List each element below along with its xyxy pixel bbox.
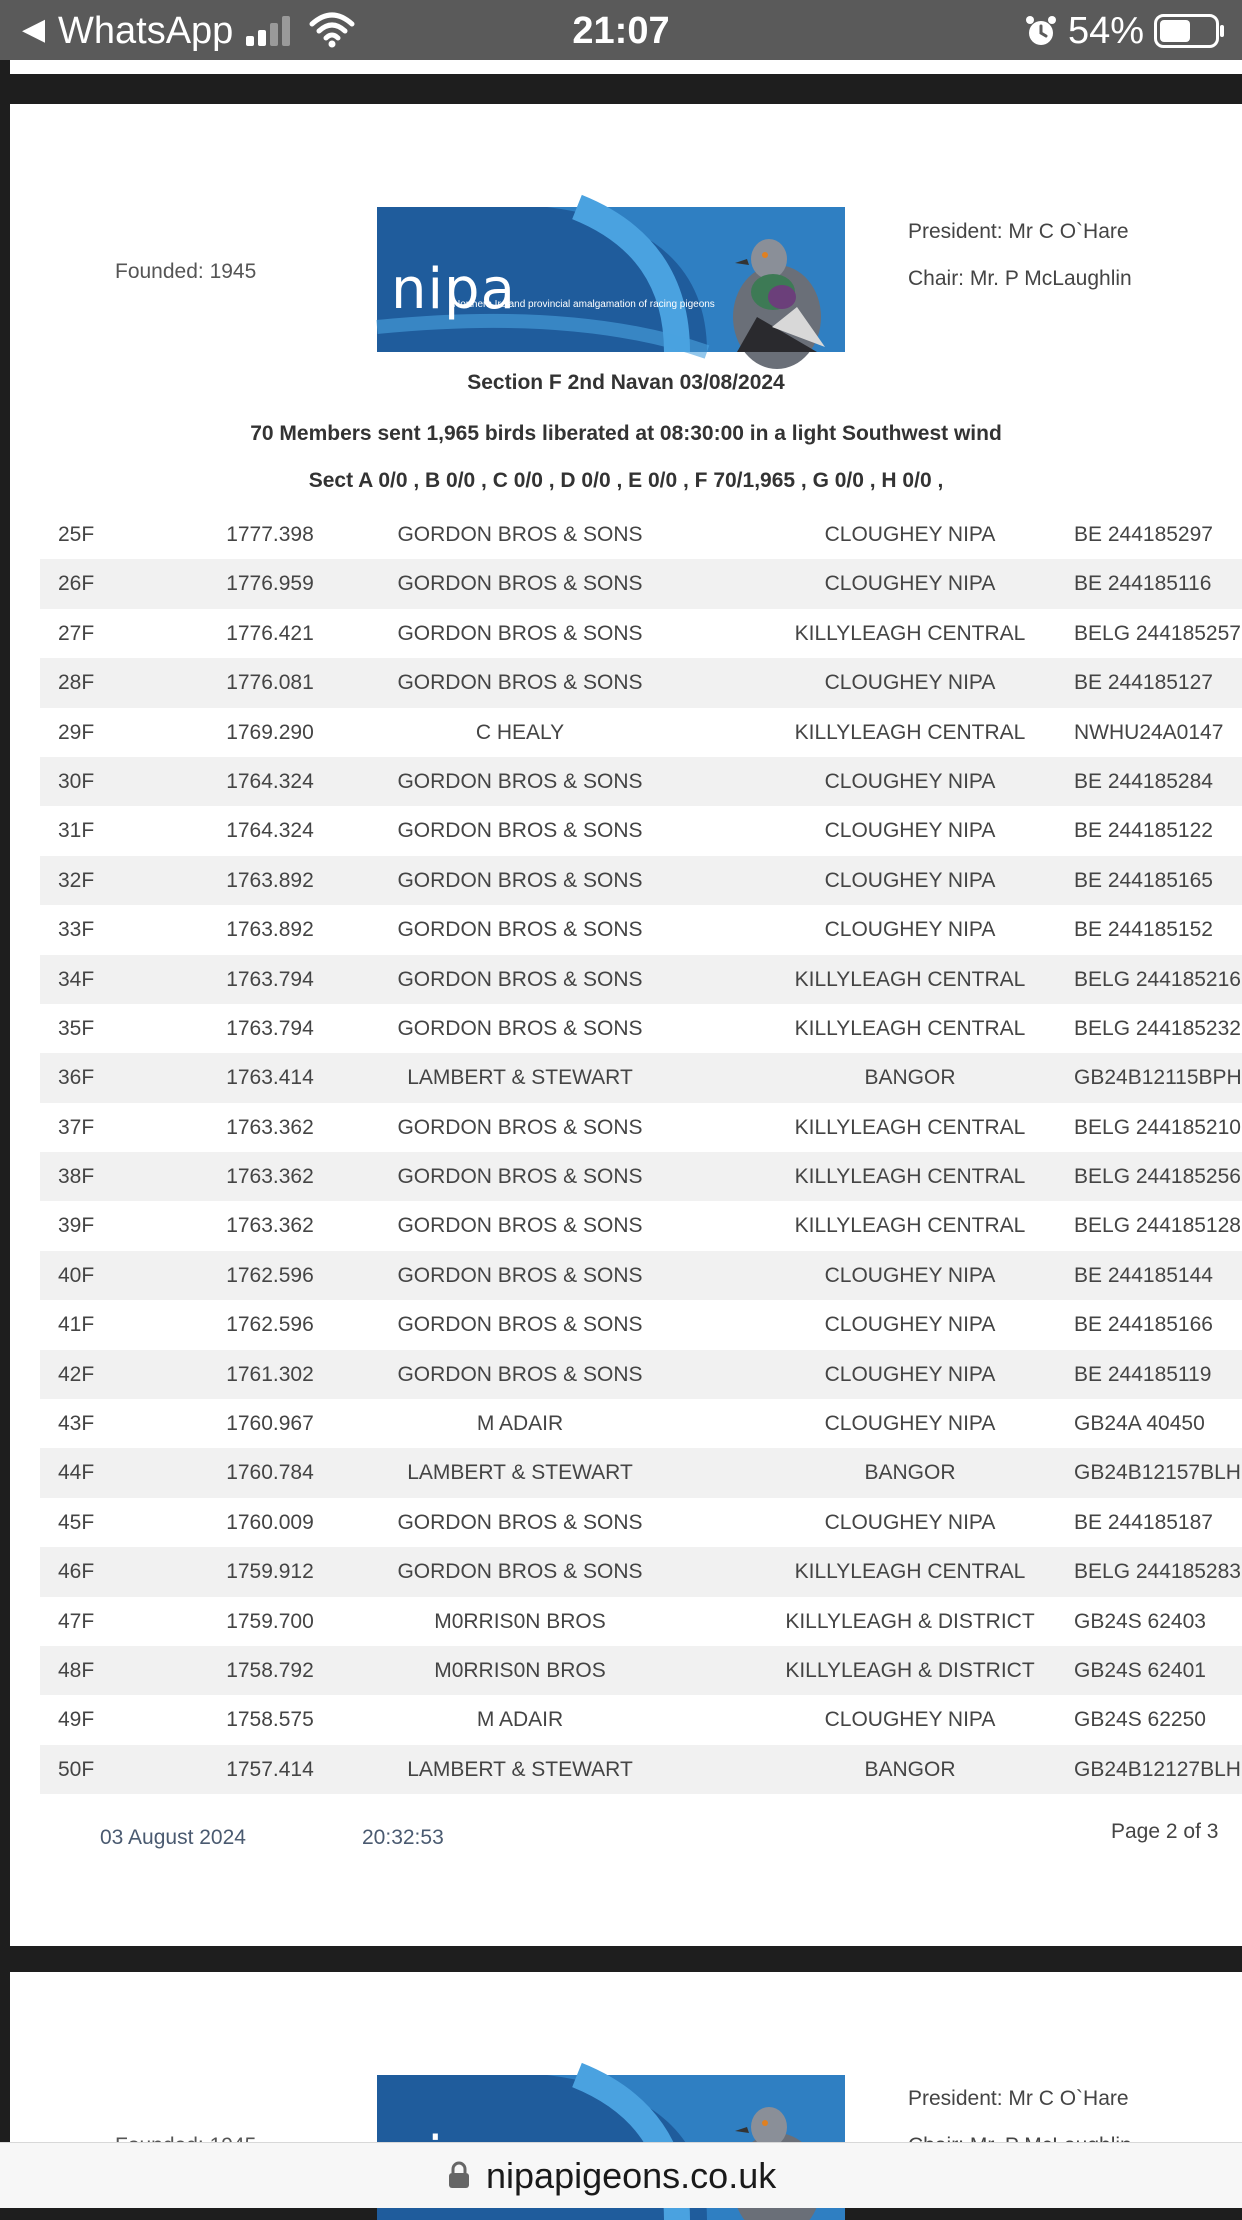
lock-icon	[448, 2161, 470, 2189]
footer-time: 20:32:53	[362, 1826, 444, 1849]
ring-number-cell: BE 244185127	[1074, 671, 1213, 695]
table-row	[40, 1300, 1242, 1349]
table-row	[40, 856, 1242, 905]
position-cell: 46F	[58, 1560, 95, 1584]
club-cell: CLOUGHEY NIPA	[824, 868, 996, 892]
race-title: Section F 2nd Navan 03/08/2024	[467, 371, 785, 394]
member-name-cell: GORDON BROS & SONS	[397, 1214, 643, 1238]
velocity-cell: 1763.794	[226, 1016, 314, 1040]
position-cell: 33F	[58, 918, 95, 942]
member-name-cell: GORDON BROS & SONS	[397, 868, 643, 892]
ring-number-cell: BELG 244185210	[1074, 1115, 1241, 1139]
member-name-cell: GORDON BROS & SONS	[397, 1510, 643, 1534]
ring-number-cell: BE 244185187	[1074, 1510, 1213, 1534]
club-cell: CLOUGHEY NIPA	[824, 1412, 996, 1436]
position-cell: 36F	[58, 1066, 95, 1090]
velocity-cell: 1758.792	[226, 1658, 314, 1682]
club-cell: KILLYLEAGH CENTRAL	[794, 1115, 1026, 1139]
position-cell: 28F	[58, 671, 95, 695]
table-row	[40, 1498, 1242, 1547]
member-name-cell: GORDON BROS & SONS	[397, 1115, 643, 1139]
velocity-cell: 1762.596	[226, 1313, 314, 1337]
ring-number-cell: GB24B12157BLH	[1074, 1461, 1241, 1485]
club-cell: KILLYLEAGH & DISTRICT	[785, 1609, 1035, 1633]
position-cell: 44F	[58, 1461, 95, 1485]
battery-percent: 54%	[1068, 10, 1145, 52]
president-text: President: Mr C O`Hare	[908, 220, 1129, 243]
table-row	[40, 1646, 1242, 1695]
table-row	[40, 1547, 1242, 1596]
velocity-cell: 1759.700	[226, 1609, 314, 1633]
member-name-cell: GORDON BROS & SONS	[397, 1016, 643, 1040]
club-cell: BANGOR	[864, 1461, 956, 1485]
velocity-cell: 1777.398	[226, 523, 314, 546]
club-cell: KILLYLEAGH CENTRAL	[794, 967, 1026, 991]
back-to-app-link[interactable]: WhatsApp	[58, 10, 234, 52]
velocity-cell: 1763.362	[226, 1165, 314, 1189]
member-name-cell: GORDON BROS & SONS	[397, 1362, 643, 1386]
url-text[interactable]: nipapigeons.co.uk	[486, 2155, 777, 2196]
table-row	[40, 1448, 1242, 1497]
table-row	[40, 1350, 1242, 1399]
table-row	[40, 905, 1242, 954]
member-name-cell: GORDON BROS & SONS	[397, 769, 643, 793]
member-name-cell: GORDON BROS & SONS	[397, 918, 643, 942]
member-name-cell: M0RRIS0N BROS	[434, 1658, 606, 1682]
position-cell: 40F	[58, 1263, 95, 1287]
section-breakdown: Sect A 0/0 , B 0/0 , C 0/0 , D 0/0 , E 0/0 , F 70/1,965 , G 0/0 , H 0/0 ,	[308, 469, 944, 492]
velocity-cell: 1760.009	[226, 1510, 314, 1534]
position-cell: 47F	[58, 1609, 95, 1633]
club-cell: CLOUGHEY NIPA	[824, 1263, 996, 1287]
velocity-cell: 1759.912	[226, 1560, 314, 1584]
ring-number-cell: BELG 244185283	[1074, 1560, 1241, 1584]
table-row	[40, 955, 1242, 1004]
table-row	[40, 1745, 1242, 1794]
velocity-cell: 1763.892	[226, 868, 314, 892]
member-name-cell: GORDON BROS & SONS	[397, 572, 643, 596]
position-cell: 30F	[58, 769, 95, 793]
table-row	[40, 708, 1242, 757]
ring-number-cell: BELG 244185216	[1074, 967, 1241, 991]
member-name-cell: GORDON BROS & SONS	[397, 819, 643, 843]
club-cell: CLOUGHEY NIPA	[824, 523, 996, 546]
club-cell: KILLYLEAGH CENTRAL	[794, 1560, 1026, 1584]
chair-text: Chair: Mr. P McLaughlin	[908, 267, 1132, 290]
ring-number-cell: NWHU24A0147	[1074, 720, 1224, 744]
table-row	[40, 1004, 1242, 1053]
table-row	[40, 1103, 1242, 1152]
logo-wordmark: nipa	[391, 257, 516, 322]
velocity-cell: 1763.362	[226, 1214, 314, 1238]
position-cell: 37F	[58, 1115, 95, 1139]
velocity-cell: 1763.414	[226, 1066, 314, 1090]
club-cell: CLOUGHEY NIPA	[824, 572, 996, 596]
velocity-cell: 1764.324	[226, 769, 314, 793]
ring-number-cell: BE 244185119	[1074, 1362, 1212, 1386]
velocity-cell: 1757.414	[226, 1757, 314, 1781]
table-row	[40, 757, 1242, 806]
club-cell: CLOUGHEY NIPA	[824, 1313, 996, 1337]
results-page-3	[10, 1972, 1242, 2142]
member-name-cell: GORDON BROS & SONS	[397, 1263, 643, 1287]
browser-address-bar[interactable]	[0, 2142, 1242, 2208]
page-number: Page 2 of 3	[1111, 1820, 1219, 1843]
status-bar	[0, 0, 1242, 60]
velocity-cell: 1769.290	[226, 720, 314, 744]
battery-icon	[1154, 14, 1226, 48]
position-cell: 35F	[58, 1016, 95, 1040]
table-row	[40, 1053, 1242, 1102]
position-cell: 39F	[58, 1214, 95, 1238]
table-row	[40, 559, 1242, 608]
president-text: President: Mr C O`Hare	[908, 2087, 1129, 2110]
member-name-cell: M ADAIR	[476, 1708, 564, 1732]
position-cell: 49F	[58, 1708, 95, 1732]
logo-subtitle: Northern Ireland provincial amalgamation of racing pigeons	[453, 299, 715, 310]
ring-number-cell: BE 244185116	[1074, 572, 1212, 596]
position-cell: 25F	[58, 523, 95, 546]
member-name-cell: LAMBERT & STEWART	[407, 1757, 633, 1781]
table-row	[40, 510, 1242, 559]
ring-number-cell: BE 244185284	[1074, 769, 1213, 793]
position-cell: 26F	[58, 572, 95, 596]
velocity-cell: 1758.575	[226, 1708, 314, 1732]
member-name-cell: GORDON BROS & SONS	[397, 1165, 643, 1189]
ring-number-cell: GB24A 40450	[1074, 1412, 1205, 1436]
table-row	[40, 658, 1242, 707]
table-row	[40, 1695, 1242, 1744]
club-cell: CLOUGHEY NIPA	[824, 1510, 996, 1534]
table-row	[40, 1152, 1242, 1201]
member-name-cell: GORDON BROS & SONS	[397, 671, 643, 695]
table-row	[40, 1597, 1242, 1646]
position-cell: 38F	[58, 1165, 95, 1189]
table-row	[40, 1201, 1242, 1250]
ring-number-cell: BE 244185165	[1074, 868, 1213, 892]
club-cell: CLOUGHEY NIPA	[824, 671, 996, 695]
club-cell: CLOUGHEY NIPA	[824, 769, 996, 793]
table-row	[40, 1251, 1242, 1300]
member-name-cell: LAMBERT & STEWART	[407, 1461, 633, 1485]
club-cell: CLOUGHEY NIPA	[824, 819, 996, 843]
table-row	[40, 806, 1242, 855]
member-name-cell: GORDON BROS & SONS	[397, 967, 643, 991]
club-cell: CLOUGHEY NIPA	[824, 1708, 996, 1732]
velocity-cell: 1762.596	[226, 1263, 314, 1287]
ring-number-cell: BELG 244185128	[1074, 1214, 1241, 1238]
club-cell: BANGOR	[864, 1066, 956, 1090]
position-cell: 41F	[58, 1313, 95, 1337]
member-name-cell: GORDON BROS & SONS	[397, 1560, 643, 1584]
table-row	[40, 1399, 1242, 1448]
member-name-cell: M0RRIS0N BROS	[434, 1609, 606, 1633]
club-cell: KILLYLEAGH CENTRAL	[794, 1214, 1026, 1238]
club-cell: KILLYLEAGH CENTRAL	[794, 1016, 1026, 1040]
member-name-cell: C HEALY	[475, 720, 565, 744]
position-cell: 29F	[58, 720, 95, 744]
member-name-cell: GORDON BROS & SONS	[397, 1313, 643, 1337]
position-cell: 45F	[58, 1510, 95, 1534]
velocity-cell: 1776.081	[226, 671, 314, 695]
velocity-cell: 1776.959	[226, 572, 314, 596]
footer-date: 03 August 2024	[100, 1826, 246, 1849]
founded-text: Founded: 1945	[115, 260, 257, 283]
velocity-cell: 1763.362	[226, 1115, 314, 1139]
club-cell: CLOUGHEY NIPA	[824, 918, 996, 942]
member-name-cell: LAMBERT & STEWART	[407, 1066, 633, 1090]
ring-number-cell: BE 244185297	[1074, 523, 1213, 546]
position-cell: 42F	[58, 1362, 95, 1386]
velocity-cell: 1764.324	[226, 819, 314, 843]
velocity-cell: 1763.892	[226, 918, 314, 942]
club-cell: KILLYLEAGH CENTRAL	[794, 621, 1026, 645]
ring-number-cell: GB24B12127BLH	[1074, 1757, 1241, 1781]
member-name-cell: GORDON BROS & SONS	[397, 621, 643, 645]
ring-number-cell: BE 244185144	[1074, 1263, 1213, 1287]
ring-number-cell: BE 244185152	[1074, 918, 1213, 942]
position-cell: 43F	[58, 1412, 95, 1436]
results-page-2	[10, 104, 1242, 1946]
club-cell: BANGOR	[864, 1757, 956, 1781]
position-cell: 48F	[58, 1658, 95, 1682]
alarm-clock-icon	[1024, 14, 1058, 48]
velocity-cell: 1763.794	[226, 967, 314, 991]
position-cell: 32F	[58, 868, 95, 892]
ring-number-cell: GB24B12115BPH	[1074, 1066, 1242, 1090]
ring-number-cell: GB24S 62250	[1074, 1708, 1206, 1732]
club-cell: CLOUGHEY NIPA	[824, 1362, 996, 1386]
ring-number-cell: GB24S 62403	[1074, 1609, 1206, 1633]
ring-number-cell: BE 244185122	[1074, 819, 1213, 843]
member-name-cell: M ADAIR	[476, 1412, 564, 1436]
nipa-logo	[377, 207, 845, 352]
results-table	[40, 510, 1242, 1794]
ring-number-cell: BE 244185166	[1074, 1313, 1213, 1337]
ring-number-cell: GB24S 62401	[1074, 1658, 1206, 1682]
ring-number-cell: BELG 244185257	[1074, 621, 1241, 645]
club-cell: KILLYLEAGH CENTRAL	[794, 720, 1026, 744]
table-row	[40, 609, 1242, 658]
position-cell: 50F	[58, 1757, 95, 1781]
ring-number-cell: BELG 244185256	[1074, 1165, 1241, 1189]
club-cell: KILLYLEAGH & DISTRICT	[785, 1658, 1035, 1682]
race-summary: 70 Members sent 1,965 birds liberated at 08:30:00 in a light Southwest wind	[250, 422, 1002, 445]
clock-time: 21:07	[572, 10, 670, 52]
previous-page-edge	[10, 60, 1242, 74]
velocity-cell: 1761.302	[226, 1362, 314, 1386]
velocity-cell: 1776.421	[226, 621, 314, 645]
position-cell: 31F	[58, 819, 95, 843]
club-cell: KILLYLEAGH CENTRAL	[794, 1165, 1026, 1189]
back-arrow-icon[interactable]: ◀	[22, 13, 46, 46]
velocity-cell: 1760.967	[226, 1412, 314, 1436]
velocity-cell: 1760.784	[226, 1461, 314, 1485]
position-cell: 27F	[58, 621, 95, 645]
member-name-cell: GORDON BROS & SONS	[397, 523, 643, 546]
ring-number-cell: BELG 244185232	[1074, 1016, 1241, 1040]
position-cell: 34F	[58, 967, 95, 991]
